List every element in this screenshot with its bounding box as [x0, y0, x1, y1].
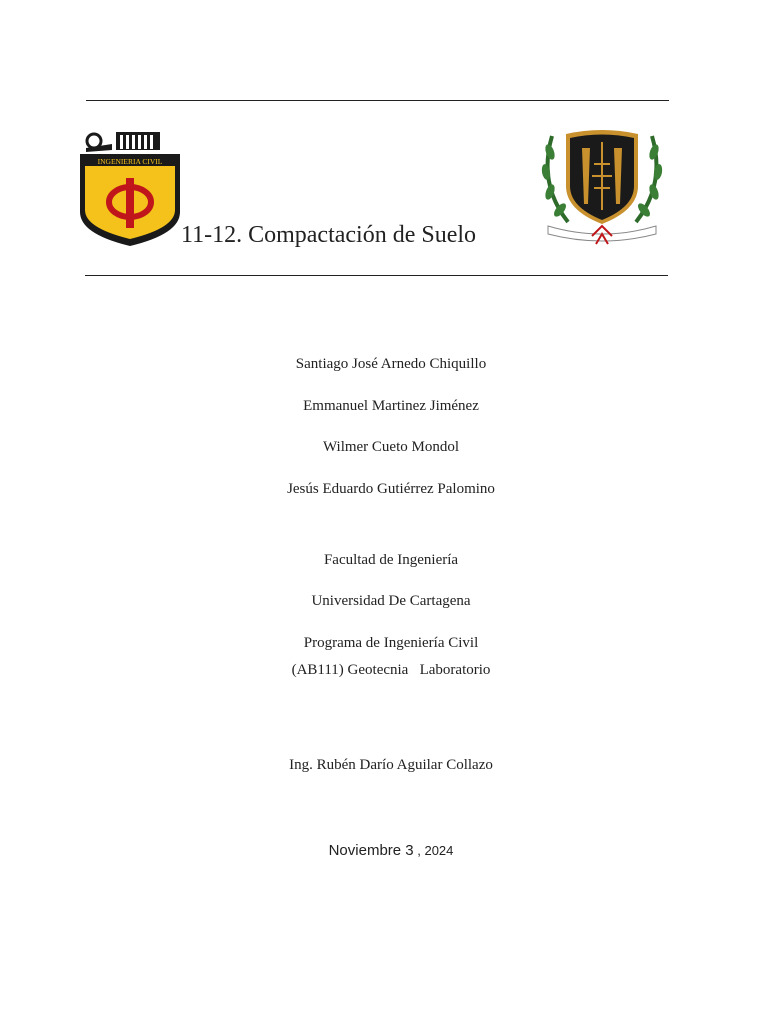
author-name: Wilmer Cueto Mondol	[322, 439, 460, 455]
date-month-day: Noviembre 3	[328, 842, 414, 859]
program-name: Programa de Ingeniería Civil	[303, 635, 479, 651]
author-name: Emmanuel Martinez Jiménez	[303, 398, 479, 414]
logo-left-text: INGENIERIA CIVIL	[97, 157, 163, 166]
universidad-cartagena-logo	[538, 124, 666, 248]
date-year: , 2024	[413, 843, 454, 858]
author-name: Jesús Eduardo Gutiérrez Palomino	[287, 481, 495, 497]
top-rule	[86, 100, 669, 101]
advisor-name: Ing. Rubén Darío Aguilar Collazo	[289, 757, 493, 773]
document-date	[0, 842, 768, 859]
university-name: Universidad De Cartagena	[311, 593, 471, 609]
faculty-name: Facultad de Ingeniería	[323, 552, 459, 568]
universidad-cartagena-crest-icon	[538, 124, 666, 248]
ingenieria-civil-logo	[76, 126, 184, 248]
bottom-rule	[85, 275, 668, 276]
course-name: (AB111) Geotecnia Laboratorio	[291, 662, 491, 678]
ingenieria-civil-shield-icon	[76, 126, 184, 248]
document-title: 11-12. Compactación de Suelo	[181, 222, 477, 248]
author-name: Santiago José Arnedo Chiquillo	[295, 356, 487, 372]
